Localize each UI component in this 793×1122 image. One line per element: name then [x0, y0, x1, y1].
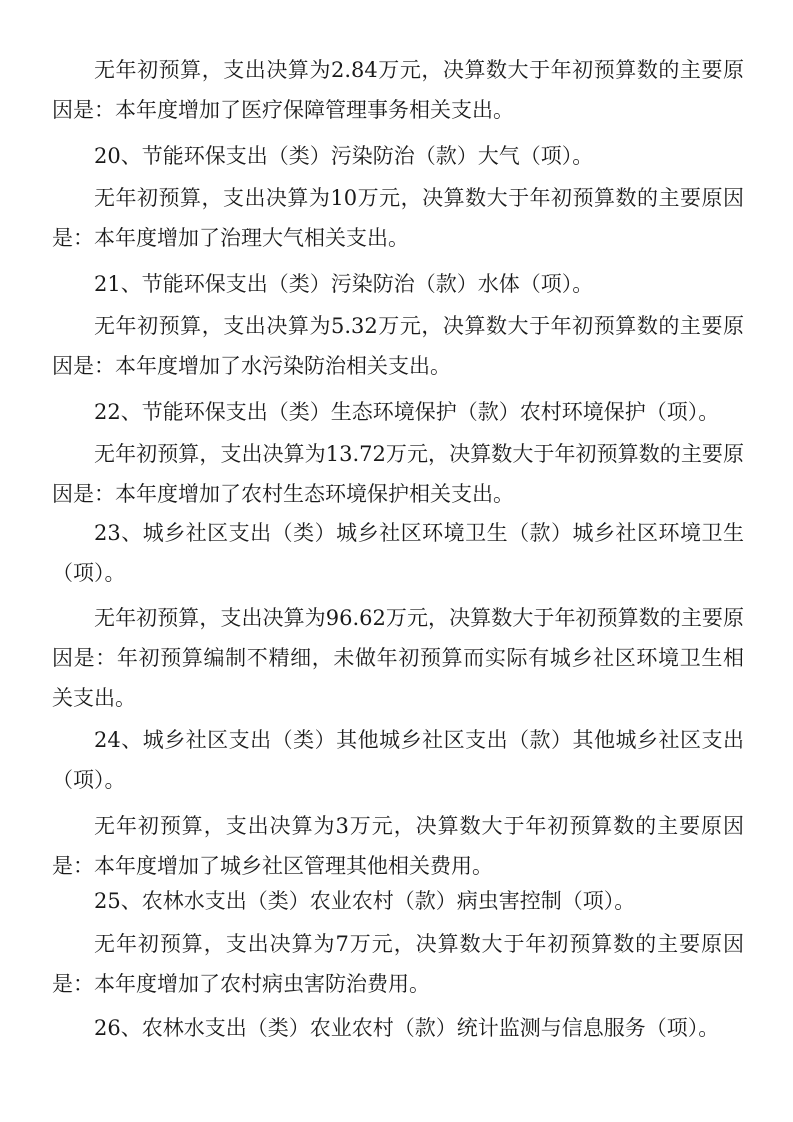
paragraph-item-25-heading: 25、农林水支出（类）农业农村（款）病虫害控制（项）。: [94, 889, 636, 913]
paragraph-item-22-heading: 22、节能环保支出（类）生态环境保护（款）农村环境保护（项）。: [94, 400, 720, 424]
paragraph-item-21-explanation: 无年初预算，支出决算为5.32万元，决算数大于年初预算数的主要原因是：本年度增加了水污染防治相关支出。: [52, 314, 744, 378]
paragraph-item-26-heading: 26、农林水支出（类）农业农村（款）统计监测与信息服务（项）。: [94, 1016, 720, 1040]
paragraph-item-20-explanation: 无年初预算，支出决算为10万元，决算数大于年初预算数的主要原因是：本年度增加了治理大气相关支出。: [52, 186, 744, 250]
paragraph-item-20-heading: 20、节能环保支出（类）污染防治（款）大气（项）。: [94, 144, 594, 168]
paragraph-item-24-explanation: 无年初预算，支出决算为3万元，决算数大于年初预算数的主要原因是：本年度增加了城乡社区管理其他相关费用。: [52, 814, 744, 878]
paragraph-item-23-heading: 23、城乡社区支出（类）城乡社区环境卫生（款）城乡社区环境卫生（项）。: [52, 521, 744, 585]
paragraph-item-21-heading: 21、节能环保支出（类）污染防治（款）水体（项）。: [94, 272, 594, 296]
paragraph-item-25-explanation: 无年初预算，支出决算为7万元，决算数大于年初预算数的主要原因是：本年度增加了农村病虫害防治费用。: [52, 932, 744, 996]
paragraph-expense-19-explanation: 无年初预算，支出决算为2.84万元，决算数大于年初预算数的主要原因是：本年度增加了医疗保障管理事务相关支出。: [52, 58, 744, 122]
paragraph-item-24-heading: 24、城乡社区支出（类）其他城乡社区支出（款）其他城乡社区支出（项）。: [52, 728, 744, 792]
paragraph-item-23-explanation: 无年初预算，支出决算为96.62万元，决算数大于年初预算数的主要原因是：年初预算编制不精细，未做年初预算而实际有城乡社区环境卫生相关支出。: [52, 606, 744, 710]
paragraph-item-22-explanation: 无年初预算，支出决算为13.72万元，决算数大于年初预算数的主要原因是：本年度增加了农村生态环境保护相关支出。: [52, 442, 744, 506]
